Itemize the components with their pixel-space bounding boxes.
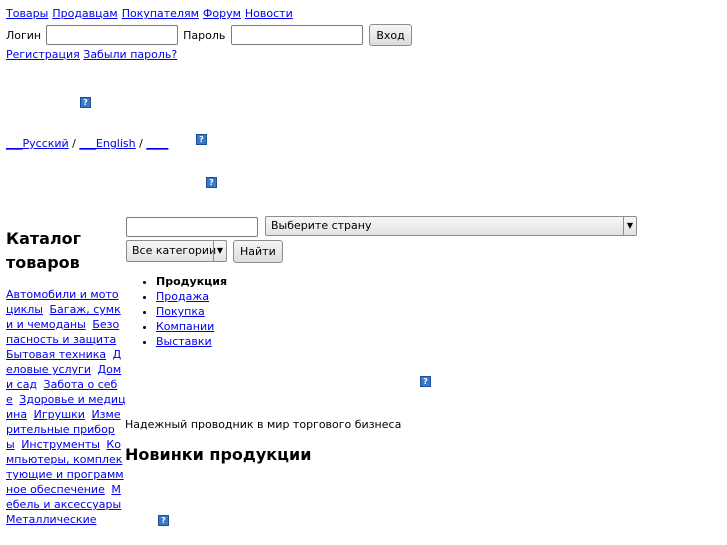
chevron-down-icon: ▼: [213, 241, 226, 261]
tab-label: Продукция: [156, 275, 228, 288]
search-input[interactable]: [126, 217, 258, 237]
chevron-down-icon: ▼: [623, 217, 636, 235]
password-input[interactable]: [231, 25, 363, 45]
category-link[interactable]: Инструменты: [21, 438, 100, 451]
tab-label[interactable]: Продажа: [156, 290, 209, 303]
nav-goods-link[interactable]: Товары: [6, 7, 49, 20]
catalog-title: Каталог товаров: [6, 229, 82, 272]
account-links: [6, 48, 177, 61]
category-link[interactable]: Багаж, сумки и чемоданы: [6, 303, 121, 331]
nav-sellers-link[interactable]: Продавцам: [52, 7, 118, 20]
tab-purchases[interactable]: [156, 304, 227, 319]
category-link[interactable]: Игрушки: [33, 408, 85, 421]
login-form: [6, 24, 412, 46]
login-label: Логин: [6, 28, 42, 42]
broken-image-icon: ?: [196, 134, 207, 145]
category-link[interactable]: Дом и сад: [6, 363, 122, 391]
tab-label[interactable]: Компании: [156, 320, 215, 333]
find-button[interactable]: Найти: [233, 240, 283, 263]
language-switcher: [6, 137, 168, 150]
login-input[interactable]: [46, 25, 178, 45]
category-link[interactable]: Металлические: [6, 513, 97, 526]
tab-exhibitions[interactable]: [156, 334, 227, 349]
category-link[interactable]: Мебель и аксессуары: [6, 483, 122, 511]
language-english-link[interactable]: ___English: [79, 137, 136, 150]
tab-label[interactable]: Покупка: [156, 305, 205, 318]
section-tabs: [126, 274, 227, 349]
new-products-heading: Новинки продукции: [125, 445, 312, 464]
language-other-link[interactable]: ____: [146, 137, 169, 150]
tab-products[interactable]: [156, 274, 227, 289]
tab-sales[interactable]: [156, 289, 227, 304]
category-link[interactable]: Компьютеры, комплектующие и программное обеспечение: [6, 438, 124, 496]
language-russian-link[interactable]: ___Русский: [6, 137, 69, 150]
country-select-value: Выберите страну: [271, 219, 372, 232]
category-select-value: Все категории: [132, 244, 217, 257]
tab-companies[interactable]: [156, 319, 227, 334]
nav-buyers-link[interactable]: Покупателям: [121, 7, 199, 20]
category-link[interactable]: Деловые услуги: [6, 348, 122, 376]
forgot-password-link[interactable]: Забыли пароль?: [83, 48, 178, 61]
broken-image-icon: ?: [158, 515, 169, 526]
login-button[interactable]: Вход: [369, 24, 411, 46]
category-link[interactable]: Автомобили и мотоциклы: [6, 288, 119, 316]
broken-image-icon: ?: [80, 97, 91, 108]
site-tagline: Надежный проводник в мир торгового бизнеса: [125, 418, 402, 431]
broken-image-icon: ?: [206, 177, 217, 188]
category-link[interactable]: Измерительные приборы: [6, 408, 121, 451]
top-nav: [6, 7, 297, 20]
language-separator: /: [135, 137, 147, 150]
category-link[interactable]: Забота о себе: [6, 378, 118, 406]
broken-image-icon: ?: [420, 376, 431, 387]
category-select[interactable]: [126, 240, 227, 262]
category-link[interactable]: Бытовая техника: [6, 348, 107, 361]
nav-news-link[interactable]: Новости: [244, 7, 293, 20]
category-link[interactable]: Безопасность и защита: [6, 318, 120, 346]
register-link[interactable]: Регистрация: [6, 48, 80, 61]
password-label: Пароль: [183, 28, 226, 42]
tab-label[interactable]: Выставки: [156, 335, 212, 348]
category-link[interactable]: Здоровье и медицина: [6, 393, 126, 421]
country-select[interactable]: [265, 216, 637, 236]
catalog-category-list: [6, 287, 126, 527]
language-separator: /: [68, 137, 80, 150]
nav-forum-link[interactable]: Форум: [202, 7, 241, 20]
